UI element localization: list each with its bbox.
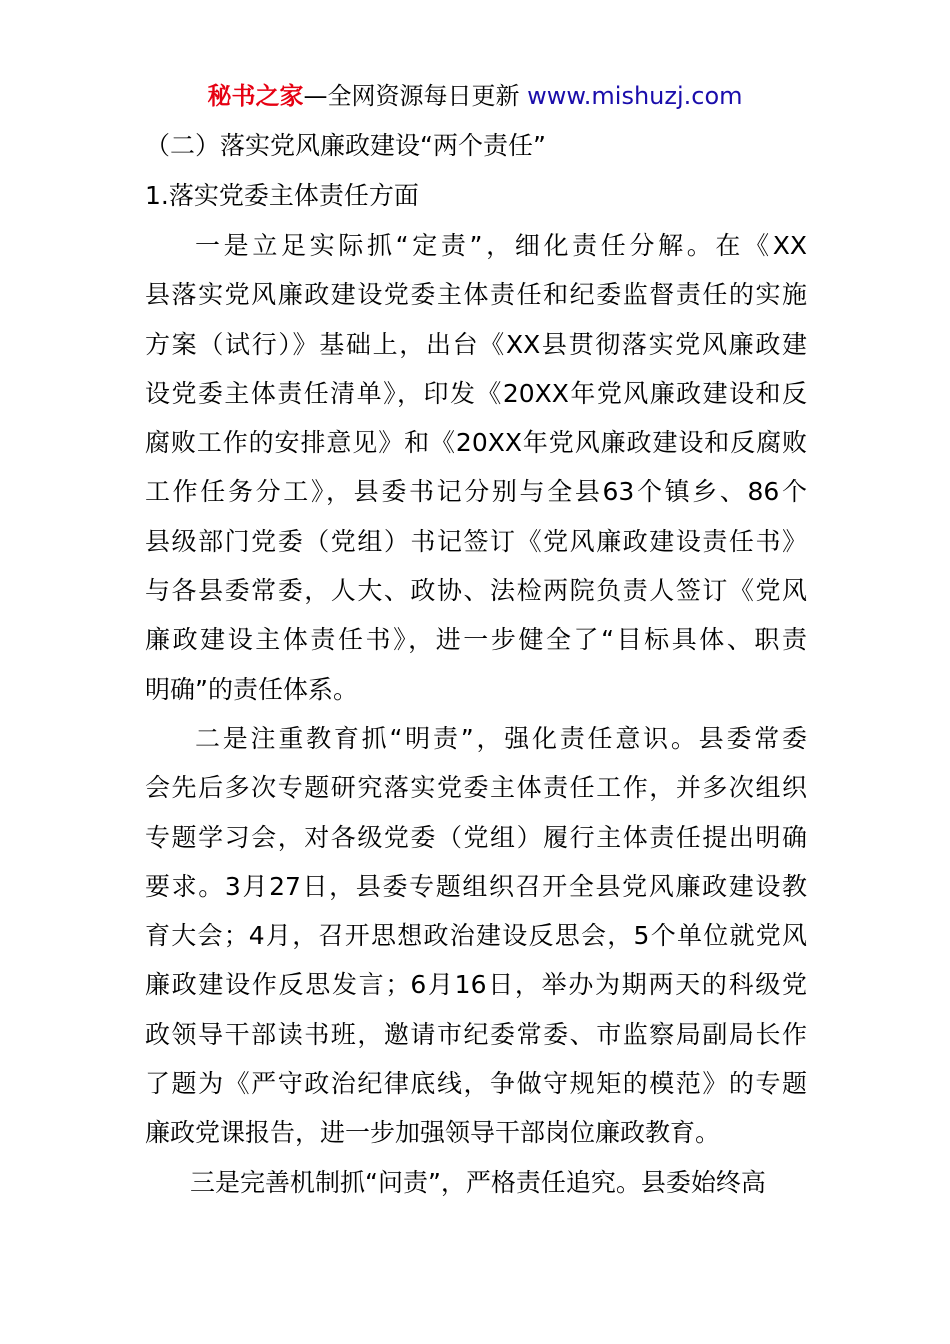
paragraph-line: 了题为《严守政治纪律底线，争做守规矩的模范》的专题 — [145, 1069, 807, 1099]
paragraph-line: 方案（试行）》基础上，出台《XX县贯彻落实党风廉政建 — [145, 329, 807, 359]
paragraph-list — [145, 221, 807, 1207]
paragraph-line: 工作任务分工》，县委书记分别与全县63个镇乡、86个 — [145, 477, 807, 507]
paragraph-line: 廉政建设主体责任书》，进一步健全了“目标具体、职责 — [145, 625, 807, 655]
site-url[interactable]: www.mishuzj.com — [527, 82, 743, 110]
paragraph-line: 育大会；4月，召开思想政治建设反思会，5个单位就党风 — [145, 921, 807, 951]
paragraph-line: 三是完善机制抓“问责”，严格责任追究。县委始终高 — [190, 1167, 766, 1197]
paragraph-line: 一是立足实际抓“定责”，细化责任分解。在《XX — [195, 231, 807, 260]
paragraph-line: 会先后多次专题研究落实党委主体责任工作，并多次组织 — [145, 773, 807, 803]
paragraph-line: 与各县委常委，人大、政协、法检两院负责人签订《党风 — [145, 576, 807, 606]
paragraph — [145, 1158, 807, 1207]
paragraph-line: 要求。3月27日，县委专题组织召开全县党风廉政建设教 — [145, 871, 807, 901]
paragraph-line: 廉政建设作反思发言；6月16日，举办为期两天的科级党 — [145, 970, 807, 1000]
subsection-heading: 1.落实党委主体责任方面 — [145, 181, 419, 210]
paragraph — [145, 221, 807, 714]
paragraph-line: 政领导干部读书班，邀请市纪委常委、市监察局副局长作 — [145, 1019, 807, 1049]
paragraph-line: 专题学习会，对各级党委（党组）履行主体责任提出明确 — [145, 822, 807, 852]
paragraph-line: 二是注重教育抓“明责”，强化责任意识。县委常委 — [195, 723, 807, 753]
paragraph — [145, 714, 807, 1158]
paragraph-line: 腐败工作的安排意见》和《20XX年党风廉政建设和反腐败 — [145, 428, 807, 458]
section-heading: （二）落实党风廉政建设“两个责任” — [145, 131, 546, 160]
paragraph-line: 设党委主体责任清单》，印发《20XX年党风廉政建设和反 — [145, 378, 807, 408]
site-tagline: —全网资源每日更新 — [303, 82, 528, 110]
paragraph-line: 县落实党风廉政建设党委主体责任和纪委监督责任的实施 — [145, 280, 807, 310]
paragraph-line: 明确”的责任体系。 — [145, 674, 358, 704]
site-brand: 秘书之家 — [207, 82, 304, 110]
paragraph-line: 廉政党课报告，进一步加强领导干部岗位廉政教育。 — [145, 1118, 721, 1148]
paragraph-line: 县级部门党委（党组）书记签订《党风廉政建设责任书》 — [145, 526, 807, 556]
document-body — [145, 121, 807, 1207]
site-header — [0, 80, 950, 112]
